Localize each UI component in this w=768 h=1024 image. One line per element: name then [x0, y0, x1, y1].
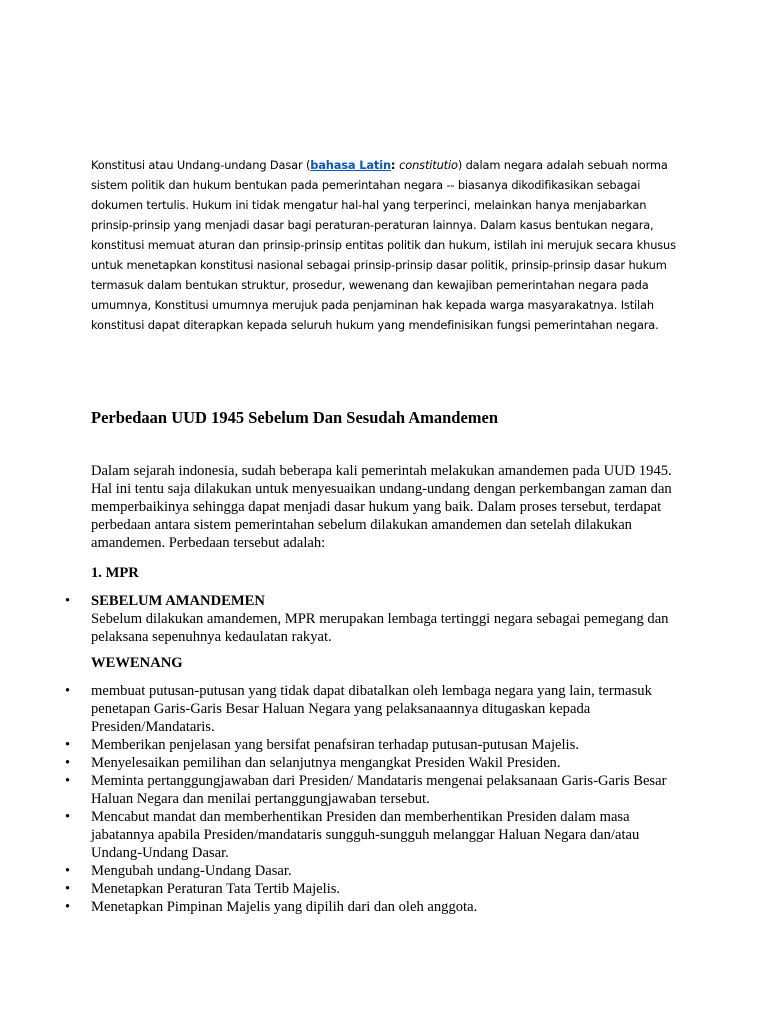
list-item — [65, 808, 691, 862]
list-item — [65, 862, 691, 880]
list-item-text: membuat putusan-putusan yang tidak dapat dibatalkan oleh lembaga negara yang lain, termasuk penetapan Garis-Garis Besar Haluan Negara yang pelaksanaannya ditugaskan kepada Presiden/Mandataris. — [91, 683, 652, 735]
list-item — [65, 880, 691, 898]
list-item-text: Mengubah undang-Undang Dasar. — [91, 863, 292, 879]
list-item — [65, 772, 691, 808]
bullet-icon: • — [65, 881, 71, 897]
intro-text-rest: ) dalam negara adalah sebuah norma sistem politik dan hukum bentukan pada pemerintahan negara -- biasanya dikodifikasikan sebagai dokumen tertulis. Hukum ini tidak mengatur hal-hal yang terperinci, melainkan hanya menjabarkan prinsip-prinsip yang menjadi dasar bagi peraturan-peraturan lainnya. Dalam kasus bentukan negara, konstitusi memuat aturan dan prinsip-prinsip entitas politik dan hukum, istilah ini merujuk secara khusus untuk menetapkan konstitusi nasional sebagai prinsip-prinsip dasar politik, prinsip-prinsip dasar hukum termasuk dalam bentukan struktur, prosedur, wewenang dan kewajiban pemerintahan negara pada umumnya, Konstitusi umumnya merujuk pada penjaminan hak kepada warga masyarakatnya. Istilah konstitusi dapat diterapkan kepada seluruh hukum yang mendefinisikan fungsi pemerintahan negara. — [91, 158, 676, 332]
bullet-icon: • — [65, 755, 71, 771]
section-heading: Perbedaan UUD 1945 Sebelum Dan Sesudah Amandemen — [91, 408, 499, 427]
list-item — [65, 736, 691, 754]
list-item-text: Mencabut mandat dan memberhentikan Presiden dan memberhentikan Presiden dalam masa jabatannya apabila Presiden/mandataris sungguh-sungguh melanggar Haluan Negara dan/atau Undang-Undang Dasar. — [91, 809, 640, 861]
body-paragraph: Dalam sejarah indonesia, sudah beberapa kali pemerintah melakukan amandemen pada UUD 1945. Hal ini tentu saja dilakukan untuk menyesuaikan undang-undang dengan perkembangan zaman dan memperbaikinya sehingga dapat menjadi dasar hukum yang baik. Dalam proses tersebut, terdapat perbedaan antara sistem pemerintahan sebelum dilakukan amandemen dan setelah dilakukan amandemen. Perbedaan tersebut adalah: — [91, 463, 672, 551]
list-item-text: Menetapkan Pimpinan Majelis yang dipilih dari dan oleh anggota. — [91, 899, 478, 915]
bullet-icon: • — [65, 683, 71, 699]
sebelum-text: Sebelum dilakukan amandemen, MPR merupakan lembaga tertinggi negara sebagai pemegang dan pelaksana sepenuhnya kedaulatan rakyat. — [91, 611, 669, 645]
sebelum-list — [65, 592, 691, 646]
bullet-icon: • — [65, 809, 71, 825]
intro-text-start: Konstitusi atau Undang-undang Dasar ( — [91, 158, 311, 172]
list-item-text: Menyelesaikan pemilihan dan selanjutnya mengangkat Presiden Wakil Presiden. — [91, 755, 561, 771]
bullet-icon: • — [65, 737, 71, 753]
wewenang-list — [65, 682, 691, 916]
bahasa-latin-link[interactable]: bahasa Latin — [310, 158, 391, 172]
list-item — [65, 754, 691, 772]
intro-paragraph — [91, 155, 681, 335]
list-item — [65, 898, 691, 916]
bullet-icon: • — [65, 773, 71, 789]
list-item — [65, 592, 691, 646]
list-item-text: Memberikan penjelasan yang bersifat penafsiran terhadap putusan-putusan Majelis. — [91, 737, 579, 753]
list-item-text: Menetapkan Peraturan Tata Tertib Majelis. — [91, 881, 341, 897]
bullet-icon: • — [65, 863, 71, 879]
intro-italic-term: constitutio — [399, 158, 458, 172]
list-item-text: Meminta pertanggungjawaban dari Presiden/ Mandataris mengenai pelaksanaan Garis-Garis Besar Haluan Negara dan menilai pertanggungjawaban tersebut. — [91, 773, 667, 807]
sebelum-title: SEBELUM AMANDEMEN — [91, 593, 265, 609]
wewenang-title: WEWENANG — [91, 655, 183, 671]
bullet-icon: • — [65, 593, 71, 609]
list-item — [65, 682, 691, 736]
intro-colon: : — [390, 158, 400, 172]
bullet-icon: • — [65, 899, 71, 915]
section-title-mpr: 1. MPR — [91, 565, 139, 581]
